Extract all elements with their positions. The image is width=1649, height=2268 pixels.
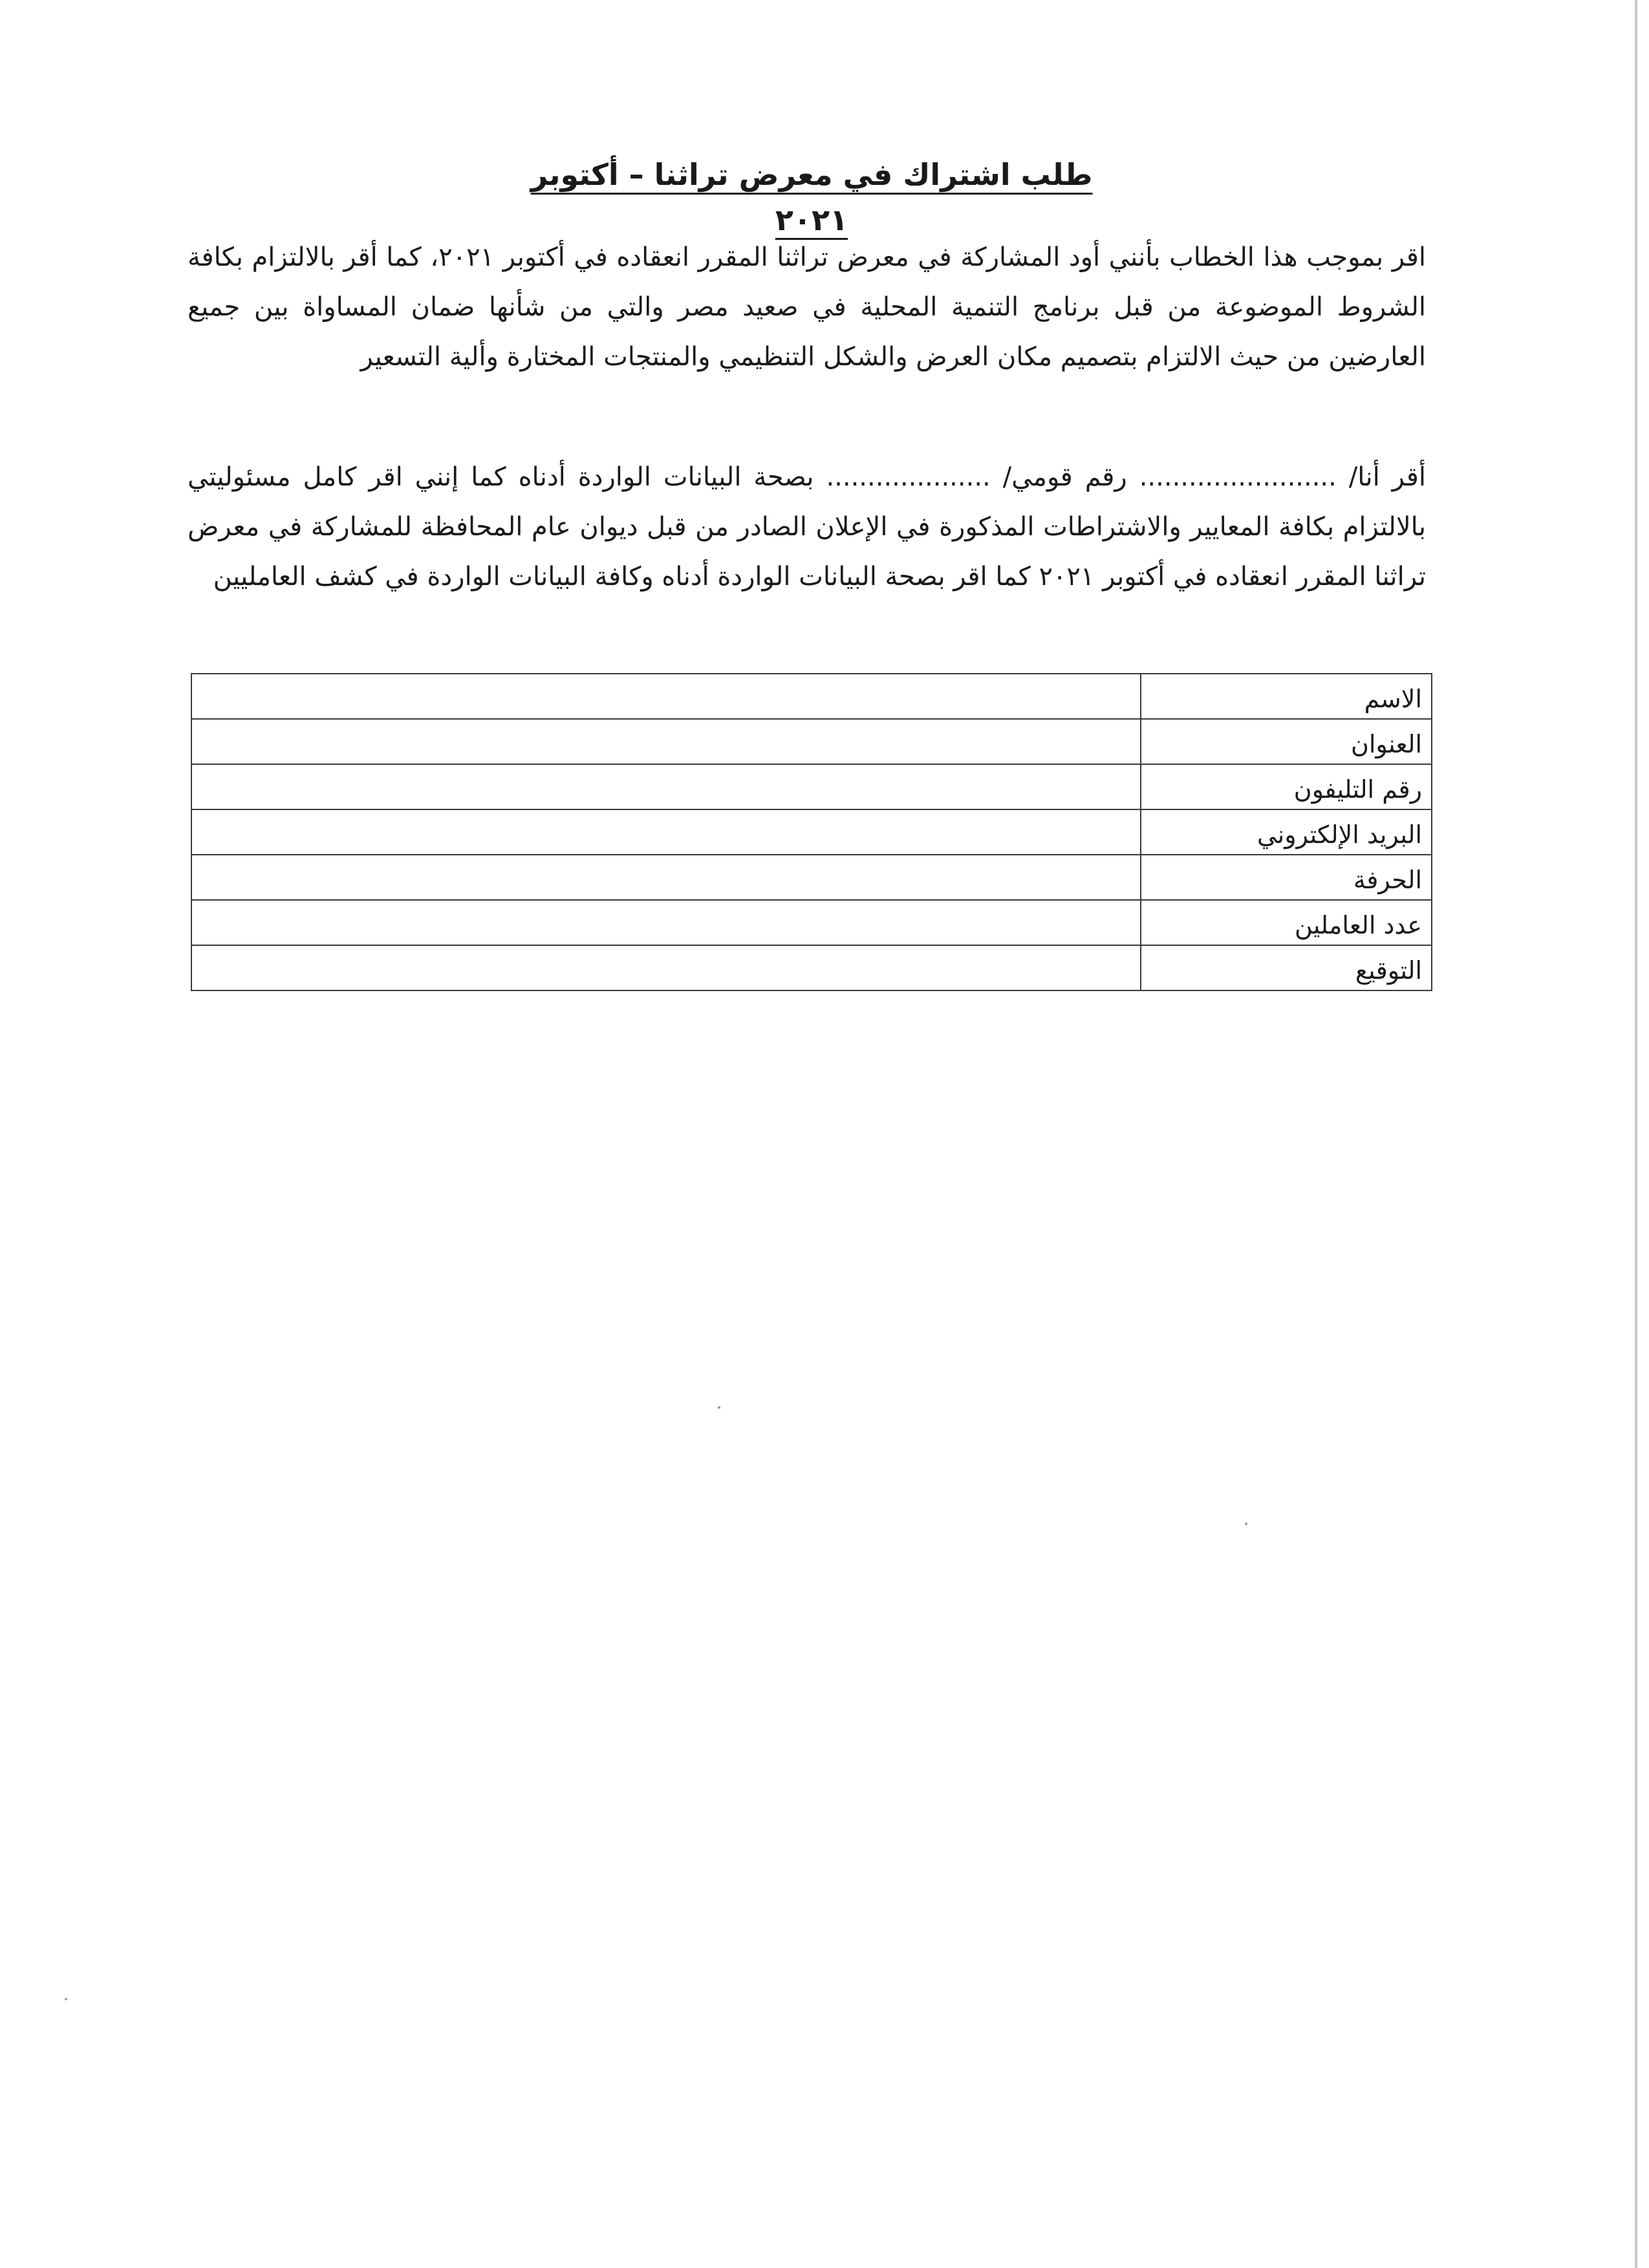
row-label-email: البريد الإلكتروني [1141,809,1432,855]
page-title: طلب اشتراك في معرض تراثنا – أكتوبر ٢٠٢١ [530,157,1093,237]
scan-speck [1245,1523,1247,1525]
scan-speck [718,1406,720,1409]
table-row-email [191,809,1432,855]
table-row-workers [191,900,1432,945]
row-label-workers: عدد العاملين [1141,900,1432,945]
table-row-signature [191,945,1432,990]
name-field[interactable] [191,674,1141,719]
declaration-paragraph: اقر بموجب هذا الخطاب بأنني أود المشاركة في معرض تراثنا المقرر انعقاده في أكتوبر ٢٠٢١، كما أقر بالالتزام بكافة الشروط الموضوعة من قبل برنامج التنمية المحلية في صعيد مصر والتي من شأنها ضمان المساواة بين جميع العارضين من حيث الالتزام بتصميم مكان العرض والشكل التنظيمي والمنتجات المختارة وألية التسعير [188,242,1426,372]
workers-count-field[interactable] [191,900,1141,945]
scan-edge-line [1635,0,1637,2268]
phone-field[interactable] [191,764,1141,809]
row-label-address: العنوان [1141,719,1432,764]
table-row-name [191,674,1432,719]
scan-speck [65,1998,67,2000]
table-row-address [191,719,1432,764]
row-label-craft: الحرفة [1141,855,1432,900]
table-row-craft [191,855,1432,900]
row-label-signature: التوقيع [1141,945,1432,990]
address-field[interactable] [191,719,1141,764]
applicant-info-table [191,673,1432,991]
table-row-phone [191,764,1432,809]
commitment-paragraph: أقر أنا/ ........................ رقم قومي/ .................... بصحة البيانات الواردة أدناه كما إنني اقر كامل مسئوليتي بالالتزام بكافة المعايير والاشتراطات المذكورة في الإعلان الصادر من قبل ديوان عام المحافظة للمشاركة في معرض تراثنا المقرر انعقاده في أكتوبر ٢٠٢١ كما اقر بصحة البيانات الواردة أدناه وكافة البيانات الواردة في كشف العامليين [188,462,1426,592]
craft-field[interactable] [191,855,1141,900]
row-label-name: الاسم [1141,674,1432,719]
row-label-phone: رقم التليفون [1141,764,1432,809]
signature-field[interactable] [191,945,1141,990]
email-field[interactable] [191,809,1141,855]
